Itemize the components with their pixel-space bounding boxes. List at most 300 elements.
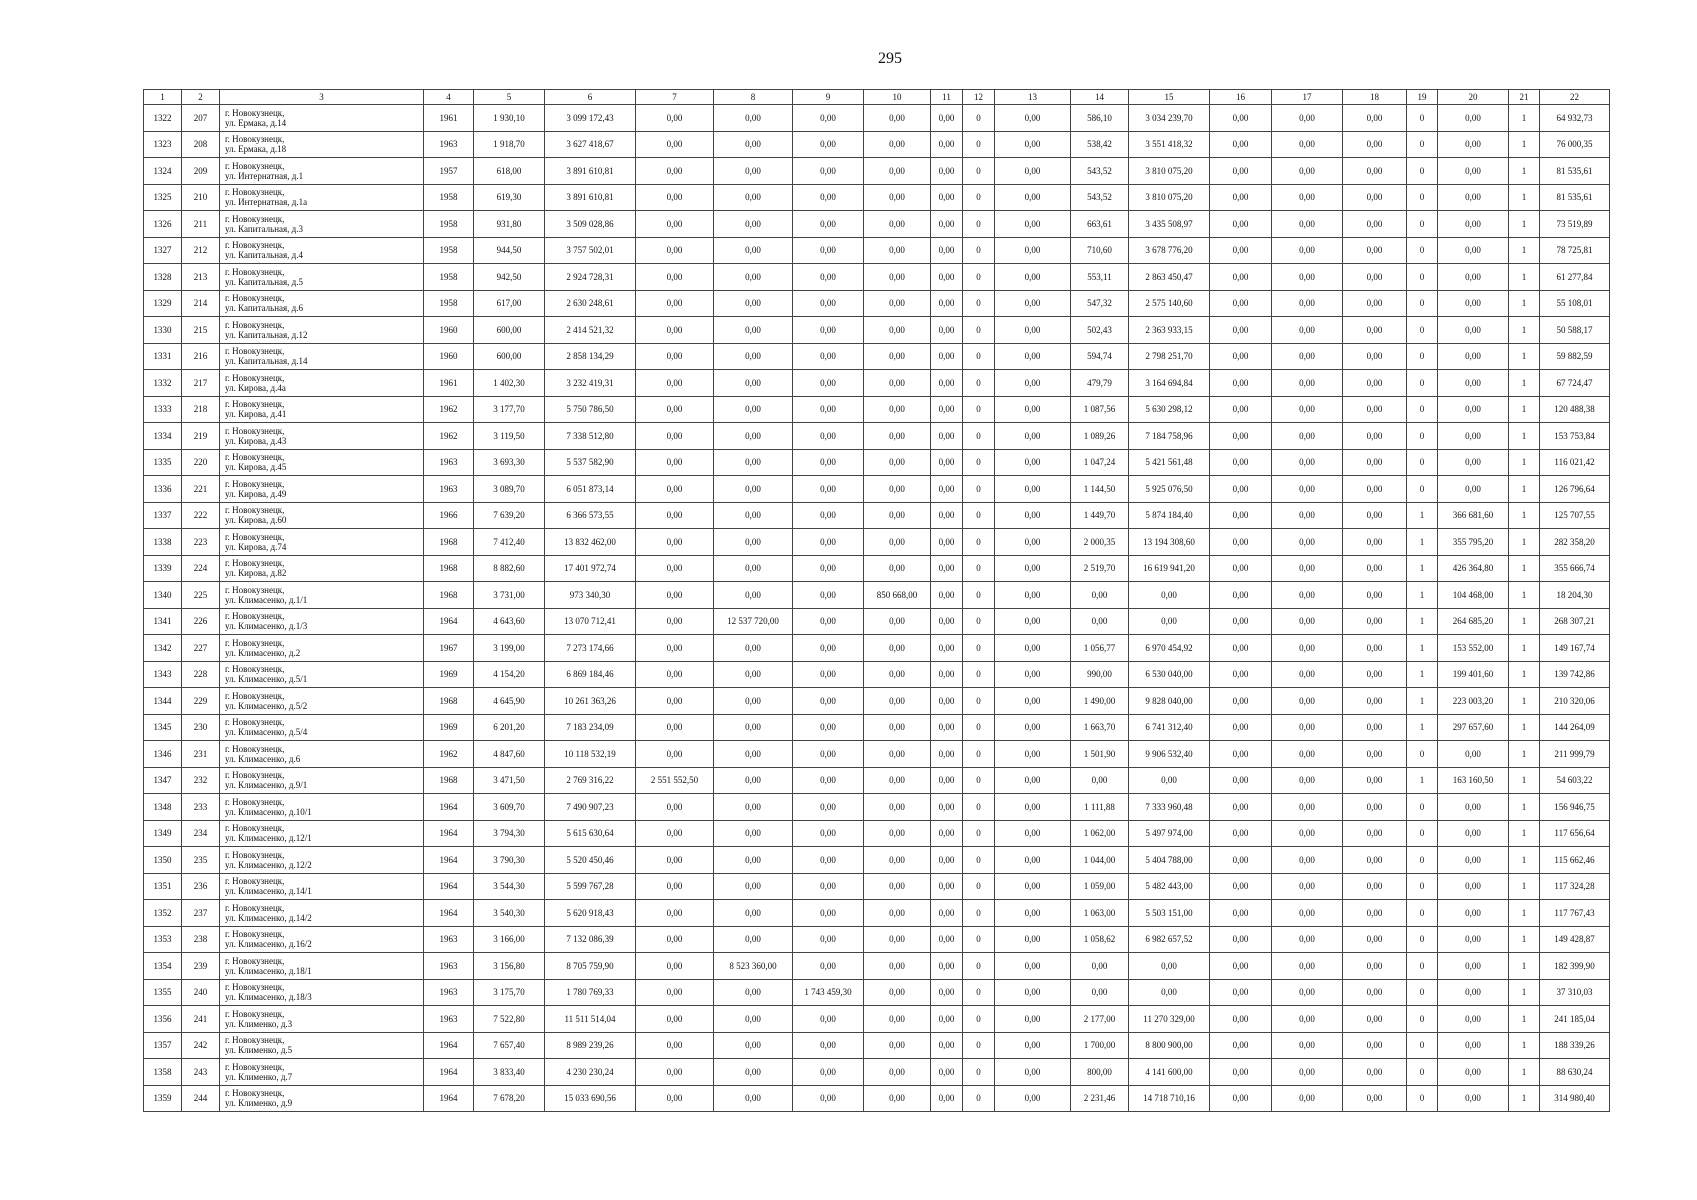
table-cell: 37 310,03 (1540, 979, 1610, 1006)
address-line: ул. Климасенко, д.5/1 (225, 674, 308, 685)
table-cell: 0,00 (931, 211, 963, 238)
address-cell (220, 502, 424, 529)
table-cell: 0,00 (636, 741, 714, 768)
table-cell: 0,00 (636, 608, 714, 635)
table-cell: 0,00 (714, 688, 793, 715)
table-cell: 0 (963, 476, 995, 503)
table-cell: 153 552,00 (1438, 635, 1509, 662)
address-line: г. Новокузнецк, (225, 717, 285, 728)
table-cell: 0 (1407, 105, 1438, 132)
table-cell: 0,00 (995, 1059, 1071, 1086)
table-cell: 1 (1407, 529, 1438, 556)
table-cell: 0,00 (793, 900, 864, 927)
table-cell: 1335 (144, 449, 182, 476)
address-line: г. Новокузнецк, (225, 452, 285, 463)
table-cell: 5 874 184,40 (1129, 502, 1210, 529)
table-cell: 0,00 (864, 131, 931, 158)
table-cell: 0,00 (864, 714, 931, 741)
table-cell: 6 970 454,92 (1129, 635, 1210, 662)
table-cell: 0,00 (636, 688, 714, 715)
address-line: ул. Ермака, д.18 (225, 144, 287, 155)
table-cell: 0,00 (995, 635, 1071, 662)
table-cell: 5 497 974,00 (1129, 820, 1210, 847)
table-cell: 0,00 (1210, 714, 1272, 741)
table-cell: 1358 (144, 1059, 182, 1086)
table-cell: 0,00 (1343, 184, 1407, 211)
column-header: 15 (1129, 90, 1210, 105)
table-cell: 0,00 (1210, 794, 1272, 821)
table-cell: 0,00 (1343, 1059, 1407, 1086)
address-line: ул. Капитальная, д.14 (225, 356, 308, 367)
table-cell: 232 (182, 767, 220, 794)
table-cell: 1341 (144, 608, 182, 635)
table-cell: 0,00 (1343, 105, 1407, 132)
table-cell: 1 (1509, 264, 1540, 291)
table-cell: 355 795,20 (1438, 529, 1509, 556)
table-cell: 0,00 (1438, 1059, 1509, 1086)
table-cell: 0,00 (714, 423, 793, 450)
table-cell: 7 132 086,39 (545, 926, 636, 953)
table-cell: 0,00 (931, 131, 963, 158)
address-line: ул. Кирова, д.41 (225, 409, 287, 420)
table-cell: 618,00 (474, 158, 545, 185)
table-cell: 241 (182, 1006, 220, 1033)
address-line: г. Новокузнецк, (225, 505, 285, 516)
table-cell: 6 366 573,55 (545, 502, 636, 529)
table-cell: 0 (963, 1032, 995, 1059)
address-line: ул. Климасенко, д.9/1 (225, 780, 308, 791)
table-cell: 3 166,00 (474, 926, 545, 953)
table-cell: 211 (182, 211, 220, 238)
table-cell: 17 401 972,74 (545, 555, 636, 582)
table-cell: 76 000,35 (1540, 131, 1610, 158)
table-cell: 6 201,20 (474, 714, 545, 741)
table-cell: 0,00 (636, 900, 714, 927)
table-cell: 2 798 251,70 (1129, 343, 1210, 370)
table-cell: 0,00 (995, 158, 1071, 185)
table-cell: 0,00 (1210, 1085, 1272, 1112)
table-cell: 0,00 (793, 184, 864, 211)
table-cell: 10 261 363,26 (545, 688, 636, 715)
table-cell: 0,00 (1438, 211, 1509, 238)
table-cell: 1 (1509, 370, 1540, 397)
table-cell: 0,00 (793, 370, 864, 397)
table-cell: 0,00 (1272, 502, 1343, 529)
column-header: 6 (545, 90, 636, 105)
table-cell: 0,00 (1343, 873, 1407, 900)
table-cell: 1 (1509, 476, 1540, 503)
column-header: 20 (1438, 90, 1509, 105)
table-cell: 0,00 (864, 741, 931, 768)
table-cell: 0,00 (636, 582, 714, 609)
table-cell: 0,00 (1343, 343, 1407, 370)
address-line: г. Новокузнецк, (225, 796, 285, 807)
table-cell: 0,00 (1272, 714, 1343, 741)
table-cell: 4 154,20 (474, 661, 545, 688)
table-cell: 0,00 (864, 1085, 931, 1112)
table-cell: 0,00 (1343, 555, 1407, 582)
table-cell: 617,00 (474, 290, 545, 317)
table-cell: 0,00 (1129, 953, 1210, 980)
table-cell: 4 643,60 (474, 608, 545, 635)
table-cell: 0,00 (1343, 847, 1407, 874)
table-cell: 0 (1407, 926, 1438, 953)
table-cell: 0,00 (1343, 237, 1407, 264)
table-cell: 282 358,20 (1540, 529, 1610, 556)
table-cell: 0,00 (995, 873, 1071, 900)
table-cell: 1 063,00 (1071, 900, 1129, 927)
table-cell: 0,00 (1129, 979, 1210, 1006)
table-cell: 1334 (144, 423, 182, 450)
address-cell (220, 370, 424, 397)
table-cell: 2 363 933,15 (1129, 317, 1210, 344)
table-cell: 5 620 918,43 (545, 900, 636, 927)
address-line: г. Новокузнецк, (225, 664, 285, 675)
table-cell: 1336 (144, 476, 182, 503)
address-line: ул. Капитальная, д.4 (225, 250, 303, 261)
table-cell: 0 (1407, 449, 1438, 476)
table-cell: 1964 (424, 794, 474, 821)
address-line: г. Новокузнецк, (225, 902, 285, 913)
table-cell: 0,00 (864, 926, 931, 953)
table-cell: 59 882,59 (1540, 343, 1610, 370)
table-cell: 0,00 (1343, 661, 1407, 688)
table-row (144, 847, 1610, 874)
table-cell: 1 402,30 (474, 370, 545, 397)
address-line: г. Новокузнецк, (225, 372, 285, 383)
table-cell: 547,32 (1071, 290, 1129, 317)
table-cell: 0,00 (1272, 1059, 1343, 1086)
table-row (144, 1032, 1610, 1059)
table-cell: 0,00 (931, 370, 963, 397)
table-cell: 0,00 (1210, 953, 1272, 980)
column-header: 21 (1509, 90, 1540, 105)
table-cell: 0,00 (793, 476, 864, 503)
table-cell: 0,00 (1210, 926, 1272, 953)
table-cell: 3 833,40 (474, 1059, 545, 1086)
table-row (144, 900, 1610, 927)
table-cell: 0,00 (931, 847, 963, 874)
column-header: 22 (1540, 90, 1610, 105)
address-line: ул. Клименко, д.9 (225, 1098, 293, 1109)
table-cell: 0,00 (931, 741, 963, 768)
table-cell: 0,00 (1438, 370, 1509, 397)
table-cell: 2 863 450,47 (1129, 264, 1210, 291)
table-cell: 0,00 (714, 926, 793, 953)
table-cell: 1352 (144, 900, 182, 927)
address-line: г. Новокузнецк, (225, 399, 285, 410)
address-line: г. Новокузнецк, (225, 107, 285, 118)
table-cell: 0 (963, 449, 995, 476)
table-cell: 236 (182, 873, 220, 900)
table-cell: 0,00 (1210, 1032, 1272, 1059)
table-cell: 5 630 298,12 (1129, 396, 1210, 423)
table-cell: 6 741 312,40 (1129, 714, 1210, 741)
table-cell: 1354 (144, 953, 182, 980)
table-cell: 0,00 (636, 1032, 714, 1059)
table-cell: 1 089,26 (1071, 423, 1129, 450)
table-cell: 0,00 (793, 820, 864, 847)
table-cell: 0 (1407, 953, 1438, 980)
table-cell: 5 925 076,50 (1129, 476, 1210, 503)
table-cell: 0,00 (931, 529, 963, 556)
table-cell: 0 (1407, 476, 1438, 503)
table-cell: 0,00 (793, 926, 864, 953)
table-cell: 0,00 (714, 767, 793, 794)
table-cell: 0,00 (1071, 608, 1129, 635)
table-cell: 1339 (144, 555, 182, 582)
table-cell: 1 (1407, 582, 1438, 609)
table-cell: 0 (963, 264, 995, 291)
table-cell: 0,00 (636, 237, 714, 264)
table-cell: 7 490 907,23 (545, 794, 636, 821)
table-cell: 0,00 (1343, 529, 1407, 556)
table-cell: 0,00 (793, 502, 864, 529)
table-cell: 209 (182, 158, 220, 185)
table-cell: 0,00 (864, 1006, 931, 1033)
table-cell: 0,00 (1272, 529, 1343, 556)
table-cell: 1331 (144, 343, 182, 370)
table-cell: 0,00 (931, 237, 963, 264)
table-cell: 538,42 (1071, 131, 1129, 158)
table-cell: 1958 (424, 290, 474, 317)
table-cell: 800,00 (1071, 1059, 1129, 1086)
table-cell: 3 034 239,70 (1129, 105, 1210, 132)
table-cell: 1 (1509, 1059, 1540, 1086)
table-cell: 0,00 (1272, 237, 1343, 264)
table-cell: 3 757 502,01 (545, 237, 636, 264)
table-cell: 0,00 (995, 608, 1071, 635)
table-cell: 1343 (144, 661, 182, 688)
table-cell: 0,00 (1343, 1032, 1407, 1059)
table-cell: 0,00 (864, 1059, 931, 1086)
table-cell: 0,00 (636, 476, 714, 503)
table-cell: 226 (182, 608, 220, 635)
table-cell: 0,00 (714, 237, 793, 264)
column-header: 8 (714, 90, 793, 105)
table-cell: 0 (1407, 211, 1438, 238)
address-line: ул. Клименко, д.5 (225, 1045, 293, 1056)
table-cell: 0,00 (1210, 237, 1272, 264)
table-cell: 1 743 459,30 (793, 979, 864, 1006)
table-cell: 222 (182, 502, 220, 529)
table-cell: 0,00 (1210, 555, 1272, 582)
table-cell: 0 (963, 131, 995, 158)
table-cell: 0,00 (1438, 900, 1509, 927)
table-cell: 0,00 (995, 582, 1071, 609)
table-cell: 115 662,46 (1540, 847, 1610, 874)
table-cell: 1964 (424, 608, 474, 635)
table-cell: 0 (963, 529, 995, 556)
table-cell: 1964 (424, 1059, 474, 1086)
table-cell: 0,00 (1438, 873, 1509, 900)
address-cell (220, 582, 424, 609)
table-cell: 0,00 (931, 582, 963, 609)
table-cell: 1 (1509, 423, 1540, 450)
table-cell: 0,00 (793, 264, 864, 291)
table-cell: 18 204,30 (1540, 582, 1610, 609)
table-cell: 0,00 (995, 449, 1071, 476)
table-cell: 125 707,55 (1540, 502, 1610, 529)
table-cell: 0 (1407, 237, 1438, 264)
table-row (144, 714, 1610, 741)
page-number: 295 (878, 50, 902, 67)
table-cell: 0 (1407, 317, 1438, 344)
table-cell: 1 (1509, 290, 1540, 317)
table-cell: 0,00 (714, 741, 793, 768)
address-line: ул. Климасенко, д.14/1 (225, 886, 312, 897)
table-cell: 4 645,90 (474, 688, 545, 715)
address-cell (220, 290, 424, 317)
table-cell: 0,00 (1438, 794, 1509, 821)
table-cell: 240 (182, 979, 220, 1006)
table-cell: 1 (1509, 105, 1540, 132)
table-cell: 153 753,84 (1540, 423, 1610, 450)
table-cell: 0,00 (1343, 953, 1407, 980)
address-cell (220, 396, 424, 423)
address-line: ул. Кирова, д.43 (225, 435, 287, 446)
table-cell: 3 540,30 (474, 900, 545, 927)
table-cell: 0,00 (714, 529, 793, 556)
table-cell: 0,00 (1438, 396, 1509, 423)
table-cell: 1 (1509, 820, 1540, 847)
table-cell: 0,00 (1272, 476, 1343, 503)
table-cell: 8 705 759,90 (545, 953, 636, 980)
table-cell: 55 108,01 (1540, 290, 1610, 317)
table-cell: 4 230 230,24 (545, 1059, 636, 1086)
table-cell: 0,00 (1210, 529, 1272, 556)
table-cell: 0,00 (714, 661, 793, 688)
table-cell: 0,00 (864, 184, 931, 211)
table-cell: 1 (1509, 396, 1540, 423)
table-cell: 0,00 (1210, 131, 1272, 158)
table-cell: 0 (963, 555, 995, 582)
address-cell (220, 476, 424, 503)
table-cell: 1 (1509, 847, 1540, 874)
column-header: 18 (1343, 90, 1407, 105)
table-cell: 0,00 (931, 1006, 963, 1033)
address-line: ул. Климасенко, д.5/4 (225, 727, 308, 738)
table-row (144, 370, 1610, 397)
table-cell: 0,00 (995, 979, 1071, 1006)
table-cell: 297 657,60 (1438, 714, 1509, 741)
table-cell: 3 177,70 (474, 396, 545, 423)
table-cell: 234 (182, 820, 220, 847)
table-cell: 6 982 657,52 (1129, 926, 1210, 953)
table-cell: 0,00 (864, 794, 931, 821)
table-cell: 1 (1407, 502, 1438, 529)
table-cell: 0 (963, 105, 995, 132)
table-cell: 0 (963, 317, 995, 344)
table-cell: 0,00 (636, 396, 714, 423)
table-cell: 0,00 (1210, 608, 1272, 635)
table-cell: 2 551 552,50 (636, 767, 714, 794)
table-cell: 426 364,80 (1438, 555, 1509, 582)
address-line: ул. Капитальная, д.5 (225, 276, 303, 287)
table-cell: 0,00 (1438, 237, 1509, 264)
address-cell (220, 979, 424, 1006)
table-cell: 0,00 (793, 688, 864, 715)
table-cell: 0,00 (636, 1006, 714, 1033)
table-cell: 0,00 (1210, 900, 1272, 927)
table-cell: 0,00 (931, 767, 963, 794)
address-line: ул. Климасенко, д.1/3 (225, 621, 308, 632)
table-cell: 0,00 (1210, 211, 1272, 238)
table-cell: 1963 (424, 1006, 474, 1033)
header-row (144, 90, 1610, 105)
table-cell: 0,00 (1343, 926, 1407, 953)
table-cell: 104 468,00 (1438, 582, 1509, 609)
table-cell: 3 693,30 (474, 449, 545, 476)
table-cell: 0 (963, 820, 995, 847)
table-cell: 1958 (424, 237, 474, 264)
table-cell: 3 790,30 (474, 847, 545, 874)
table-cell: 942,50 (474, 264, 545, 291)
address-line: г. Новокузнецк, (225, 770, 285, 781)
address-cell (220, 158, 424, 185)
column-header: 1 (144, 90, 182, 105)
table-cell: 0,00 (864, 767, 931, 794)
column-header: 16 (1210, 90, 1272, 105)
table-cell: 73 519,89 (1540, 211, 1610, 238)
table-cell: 0 (963, 953, 995, 980)
table-cell: 0,00 (1210, 847, 1272, 874)
table-cell: 0,00 (636, 953, 714, 980)
table-cell: 225 (182, 582, 220, 609)
address-line: ул. Климасенко, д.12/1 (225, 833, 312, 844)
table-cell: 0,00 (793, 529, 864, 556)
table-cell: 0,00 (1272, 264, 1343, 291)
table-cell: 0,00 (714, 131, 793, 158)
table-row (144, 926, 1610, 953)
address-cell (220, 635, 424, 662)
table-cell: 214 (182, 290, 220, 317)
table-cell: 0,00 (931, 502, 963, 529)
address-line: г. Новокузнецк, (225, 240, 285, 251)
table-cell: 0 (963, 741, 995, 768)
table-cell: 11 511 514,04 (545, 1006, 636, 1033)
table-cell: 6 869 184,46 (545, 661, 636, 688)
table-cell: 3 678 776,20 (1129, 237, 1210, 264)
table-cell: 0,00 (1343, 370, 1407, 397)
table-cell: 0 (1407, 1032, 1438, 1059)
address-line: г. Новокузнецк, (225, 690, 285, 701)
table-cell: 553,11 (1071, 264, 1129, 291)
table-cell: 0,00 (1272, 211, 1343, 238)
table-cell: 1 (1509, 317, 1540, 344)
address-line: ул. Клименко, д.7 (225, 1071, 293, 1082)
table-cell: 3 551 418,32 (1129, 131, 1210, 158)
table-cell: 64 932,73 (1540, 105, 1610, 132)
table-cell: 1 (1407, 555, 1438, 582)
table-cell: 0 (1407, 158, 1438, 185)
address-line: г. Новокузнецк, (225, 637, 285, 648)
table-cell: 1 (1509, 741, 1540, 768)
table-cell: 314 980,40 (1540, 1085, 1610, 1112)
table-cell: 4 847,60 (474, 741, 545, 768)
address-line: ул. Клименко, д.3 (225, 1018, 293, 1029)
table-body (144, 105, 1610, 1112)
table-cell: 0,00 (995, 555, 1071, 582)
table-cell: 0,00 (1272, 317, 1343, 344)
table-cell: 7 338 512,80 (545, 423, 636, 450)
table-cell: 1964 (424, 847, 474, 874)
address-line: ул. Капитальная, д.3 (225, 223, 303, 234)
table-cell: 0 (963, 290, 995, 317)
table-cell: 3 199,00 (474, 635, 545, 662)
table-cell: 0,00 (714, 370, 793, 397)
table-cell: 0,00 (1210, 396, 1272, 423)
